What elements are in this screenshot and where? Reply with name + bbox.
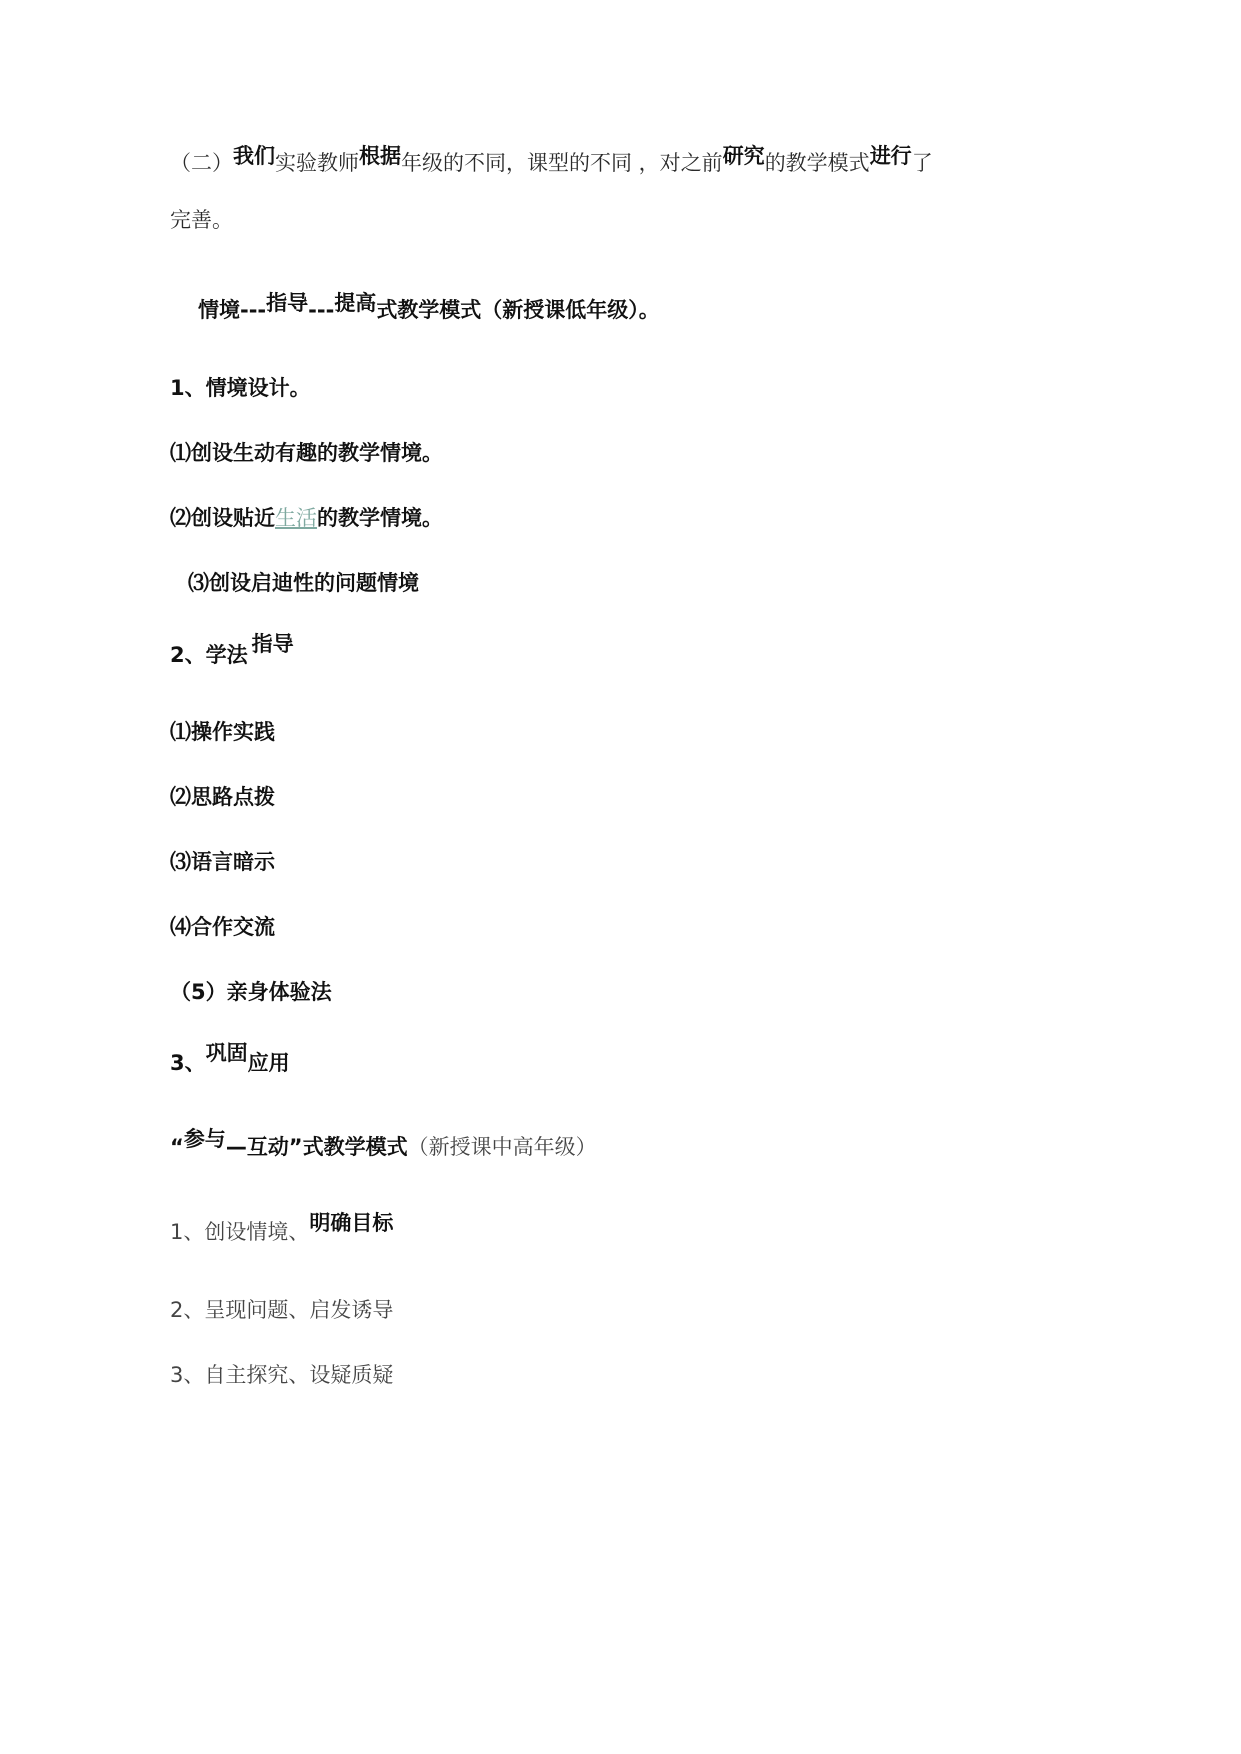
model2-main: —互动”式教学模式 — [225, 1135, 408, 1159]
intro-text-2: 年级的不同，课型的不同 ，对之前 — [401, 151, 723, 175]
model1-part-e: 式教学模式（新授课低年级）。 — [376, 298, 660, 322]
link-shenghuo[interactable]: 生活 — [275, 506, 317, 530]
model1-part-c: --- — [308, 298, 335, 322]
step-2: 2、呈现问题、启发诱导 — [170, 1298, 394, 1322]
model2-sup: 参与 — [183, 1127, 226, 1151]
section2-title-prefix: 2、学法 — [170, 643, 248, 667]
step-3: 3、自主探究、设疑质疑 — [170, 1363, 394, 1387]
section2-title — [170, 632, 294, 667]
section1-item-1: ⑴创设生动有趣的教学情境。 — [170, 441, 443, 465]
section2-item-3: ⑶语言暗示 — [170, 850, 275, 874]
intro-line-1 — [170, 144, 933, 175]
step-1-sup: 明确目标 — [309, 1211, 394, 1235]
model2-quote: “ — [170, 1135, 184, 1159]
intro-word-yanjiu: 研究 — [722, 144, 765, 168]
section1-item-2-a: ⑵创设贴近 — [170, 506, 275, 530]
model1-part-d: 提高 — [334, 291, 377, 315]
section1-item-2 — [170, 508, 443, 529]
section1-item-3: ⑶创设启迪性的问题情境 — [188, 571, 419, 595]
intro-text-1: 实验教师 — [275, 151, 359, 175]
section3-sup: 巩固 — [205, 1041, 248, 1065]
model1-heading — [198, 291, 660, 322]
section2-item-5: （5）亲身体验法 — [170, 980, 332, 1004]
step-1-text: 1、创设情境、 — [170, 1220, 310, 1244]
step-1 — [170, 1211, 394, 1244]
model1-part-b: 指导 — [266, 291, 309, 315]
model1-part-a: 情境--- — [198, 298, 267, 322]
intro-word-women: 我们 — [233, 144, 275, 168]
section1-item-2-b: 的教学情境。 — [317, 506, 443, 530]
section2-item-1: ⑴操作实践 — [170, 720, 275, 744]
section3-suffix: 应用 — [247, 1051, 290, 1075]
intro-text-3: 的教学模式 — [764, 151, 870, 175]
section2-item-2: ⑵思路点拨 — [170, 785, 275, 809]
intro-text-5: 。 — [212, 208, 233, 232]
section2-title-sup: 指导 — [251, 632, 294, 656]
model2-note: （新授课中高年级） — [407, 1135, 597, 1159]
intro-word-jinxing: 进行 — [869, 144, 912, 168]
intro-prefix: （二） — [170, 151, 233, 175]
section2-item-4: ⑷合作交流 — [170, 915, 275, 939]
intro-line-2 — [170, 210, 233, 231]
model2-heading — [170, 1127, 597, 1159]
section3-title — [170, 1041, 290, 1075]
section3-prefix: 3、 — [170, 1051, 206, 1075]
intro-text-4: 了 — [911, 151, 933, 175]
section1-title: 1、情境设计。 — [170, 376, 311, 400]
intro-word-wanshan: 完善 — [170, 208, 212, 232]
intro-word-genju: 根据 — [359, 144, 401, 168]
